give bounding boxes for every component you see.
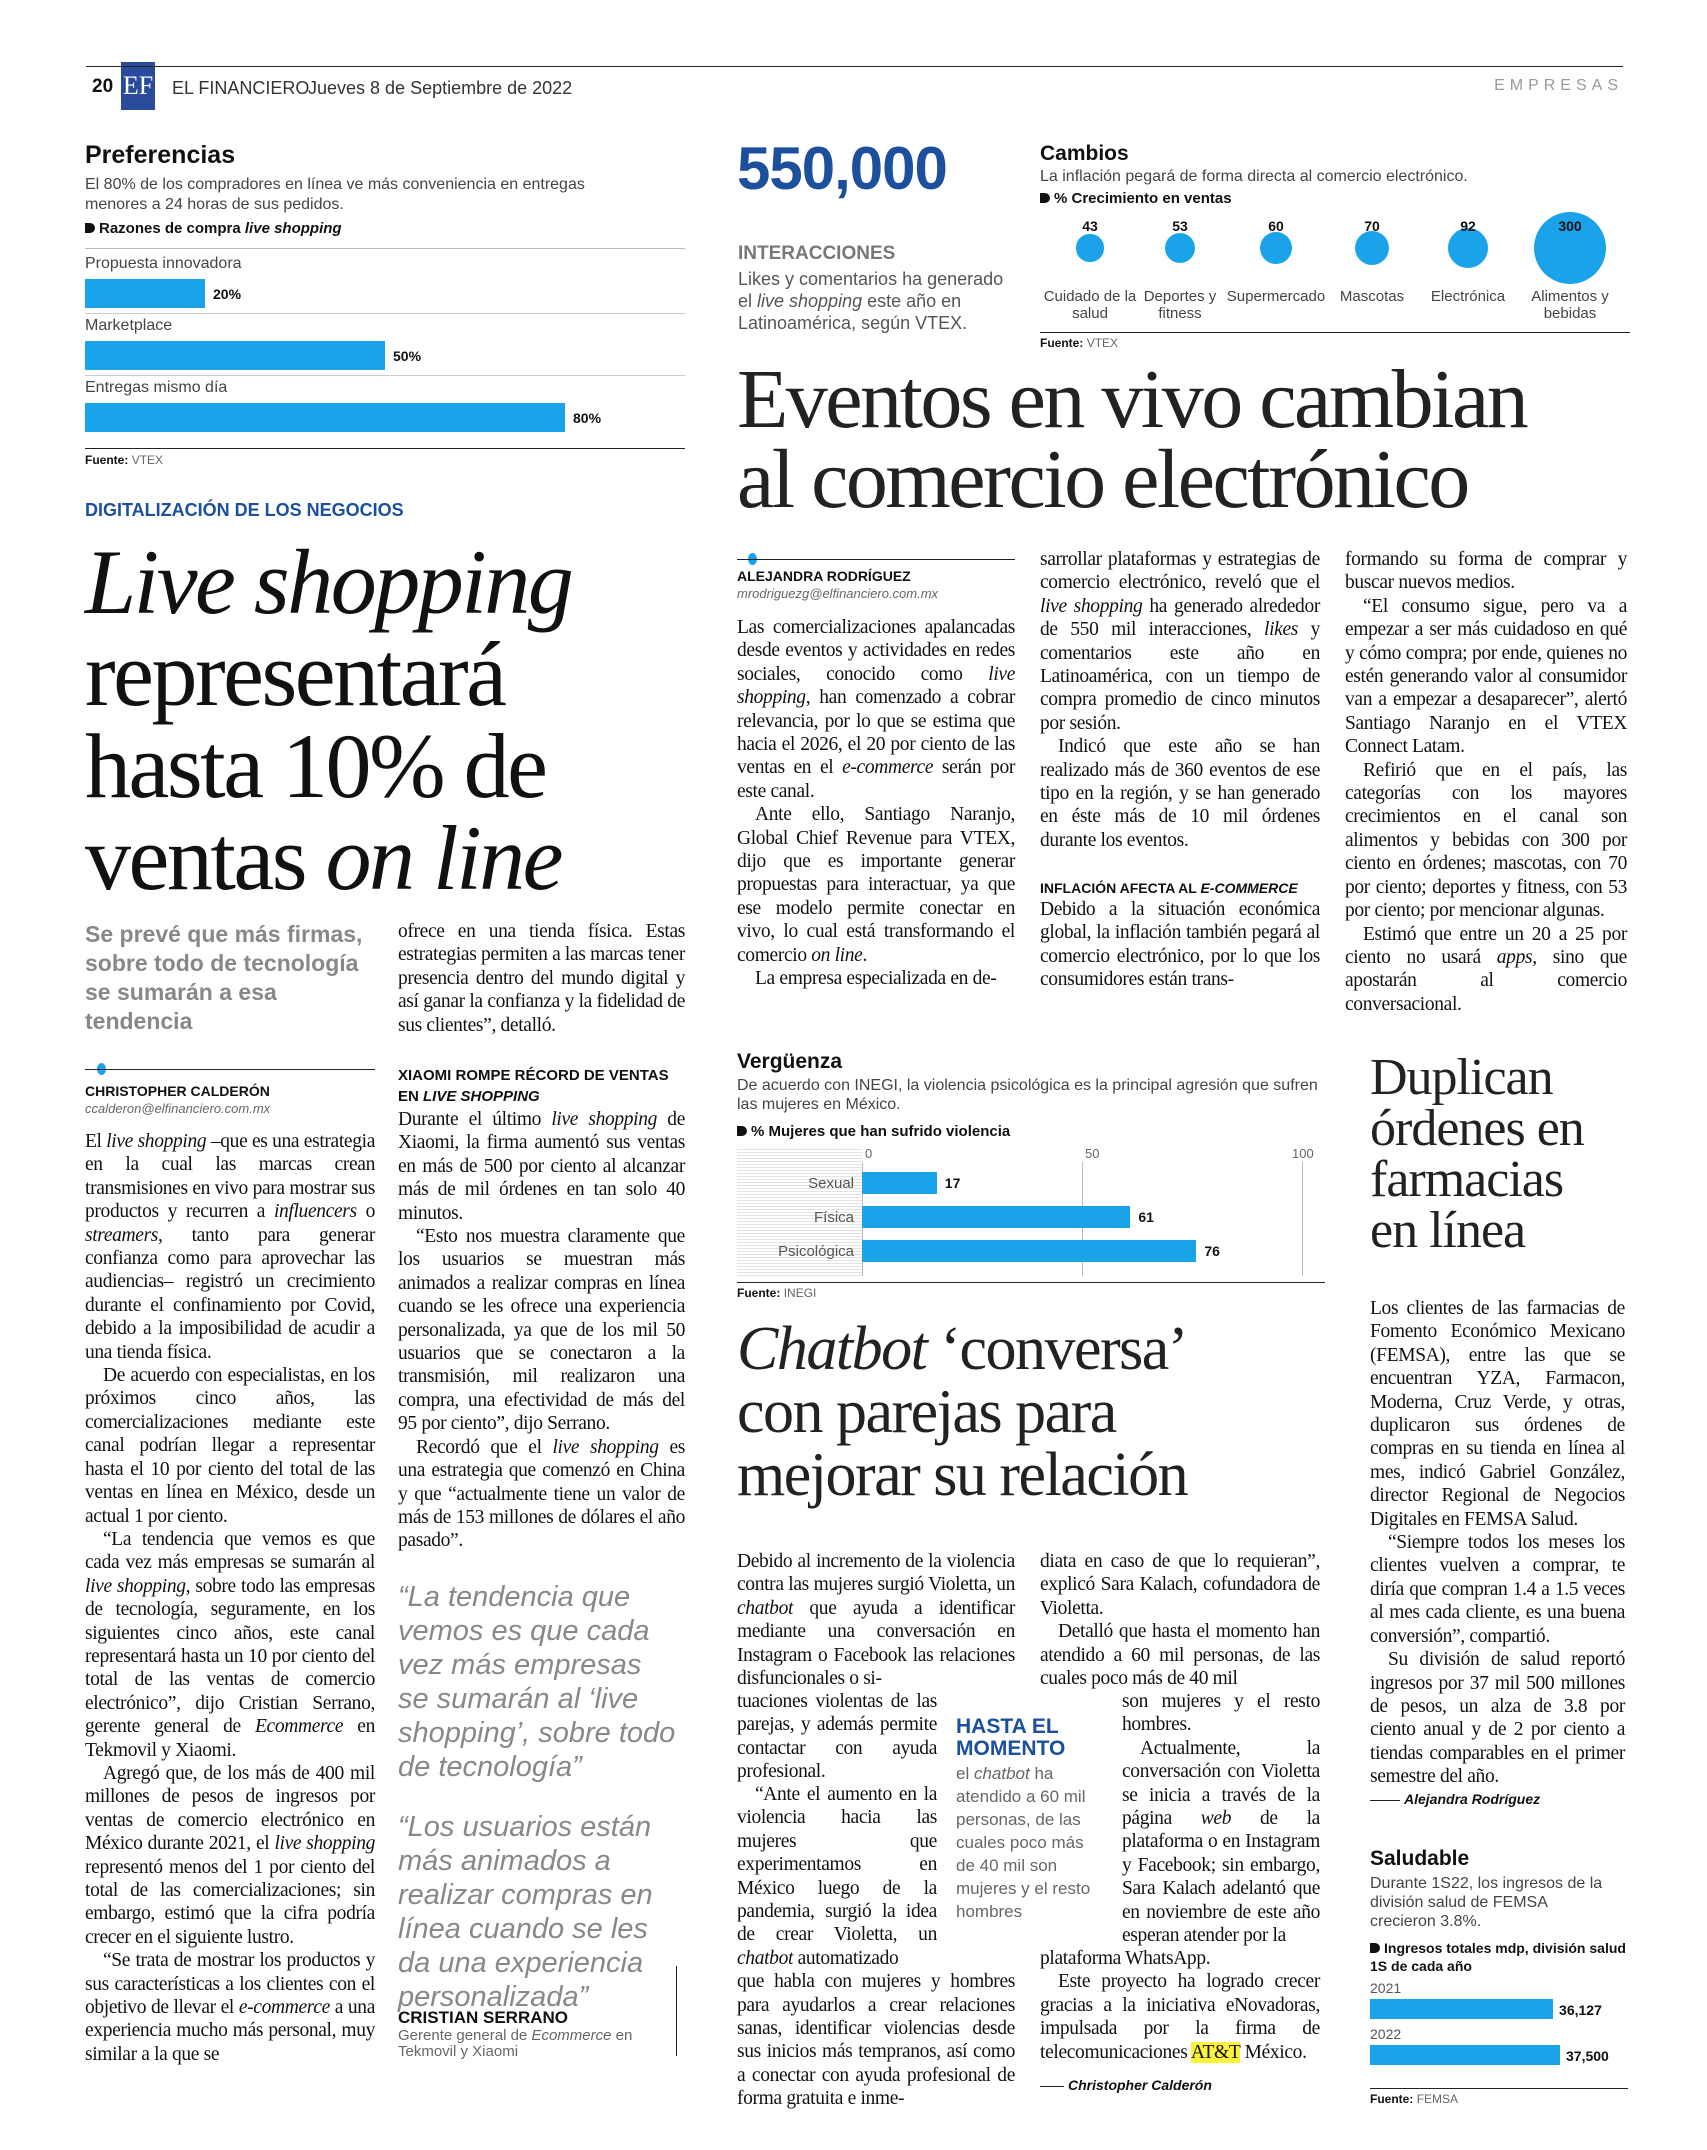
preferencias-chart — [85, 255, 685, 445]
preferencias-source — [85, 453, 163, 467]
verguenza-title: Vergüenza — [737, 1050, 843, 1073]
eventos-author-rule — [737, 559, 1015, 560]
tick-label: 0 — [865, 1146, 873, 1161]
bubble-category: Deportes y fitness — [1143, 288, 1217, 322]
cambios-title: Cambios — [1040, 142, 1129, 165]
issue-date: Jueves 8 de Septiembre de 2022 — [308, 78, 573, 98]
source-value: VTEX — [131, 453, 164, 467]
eventos-subhead: INFLACIÓN AFECTA AL E-COMMERCE — [1040, 880, 1298, 896]
legend-marker-icon — [737, 1126, 747, 1136]
legend-text: % Crecimiento en ventas — [1054, 190, 1232, 207]
tick-label: 50 — [1085, 1146, 1100, 1161]
bubble-value: 60 — [1268, 218, 1284, 234]
legend-marker-icon — [1040, 193, 1050, 203]
main-headline — [737, 353, 1527, 526]
bar-value-label: 17 — [944, 1175, 961, 1191]
live-kicker: DIGITALIZACIÓN DE LOS NEGOCIOS — [85, 500, 404, 520]
verguenza-rule — [737, 1282, 1325, 1283]
bar — [85, 279, 205, 308]
source-label: Fuente: — [1040, 336, 1084, 350]
quote-role: Gerente general de Ecommerce en Tekmovil y Xiaomi — [398, 2027, 633, 2060]
bar — [1370, 2045, 1560, 2065]
cambios-subtitle: La inflación pegará de forma directa al comercio electrónico. — [1040, 168, 1468, 185]
bar-category-label: Propuesta innovadora — [85, 255, 242, 272]
legend-text: Razones de compra — [99, 220, 245, 237]
paper-name: EL FINANCIERO — [172, 78, 310, 98]
chatbot-col2b: son mujeres y el resto hombres. Actualmente, la conversación con Violetta se inicia a través de la página web de la plataforma o en Instagram y Facebook; sin embargo, Sara Kalach adelantó que en noviembre de este año esperan atender por la — [1122, 1691, 1320, 1947]
cambios-chart — [1040, 212, 1630, 332]
eventos-col1: Las comercializaciones apalancadas desde eventos y actividades en redes sociales, conocido como live shopping, han comenzado a cobrar relevancia, por lo que se estima que hacia el 2026, el 20 por ciento de las ventas en el e-commerce serán por este canal. Ante ello, Santiago Naranjo, Global Chief Revenue para VTEX, dijo que es importante generar propuestas para interactuar, ya que ese modelo permite conectar en vivo, lo cual está transformando el comercio on line. La empresa especializada en de- — [737, 617, 1015, 990]
verguenza-source — [737, 1286, 816, 1300]
farmacias-signature: Alejandra Rodríguez — [1370, 1791, 1540, 1807]
chatbot-side-title: HASTA EL MOMENTO — [956, 1715, 1066, 1760]
live-email: ccalderon@elfinanciero.com.mx — [85, 1101, 271, 1116]
eventos-col3: formando su forma de comprar y buscar nuevos medios. “El consumo sigue, pero va a empezar a ser más cuidadoso en qué y cómo compra; por ende, quienes no estén generando valor al consumidor van a empezar a desaparecer”, alertó Santiago Naranjo en el VTEX Connect Latam. Refirió que en el país, las categorías con los mayores crecimientos en el canal son alimentos y bebidas con 300 por ciento en órdenes; mascotas, con 70 por ciento; deportes y fitness, con 53 por ciento; por mencionar algunas. Estimó que entre un 20 a 25 por ciento no usará apps, sino que apostarán al comercio conversacional. — [1345, 549, 1627, 1015]
logo-text: EF — [122, 71, 154, 100]
bar-divider — [85, 313, 685, 314]
live-col2: ofrece en una tienda física. Estas estrategias permiten a las marcas tener presencia dentro del mundo digital y así ganar la confianza y la fidelidad de sus clientes”, detalló. — [398, 921, 685, 1036]
verguenza-chart — [737, 1148, 1325, 1278]
page-number: 20 — [92, 76, 114, 97]
live-deck: Se prevé que más firmas, sobre todo de tecnología se sumarán a esa tendencia — [85, 921, 363, 1034]
bubble-category: Cuidado de la salud — [1043, 288, 1137, 322]
cambios-source — [1040, 336, 1118, 350]
quote-name: CRISTIAN SERRANO — [398, 2008, 569, 2027]
chatbot-col2: diata en caso de que lo requieran”, explicó Sara Kalach, cofundadora de Violetta. Detalló que hasta el momento han atendido a 60 mil personas, de las cuales poco más de 40 mil — [1040, 1551, 1320, 1690]
live-headline-l4: ventas on line — [85, 807, 561, 909]
preferencias-subtitle: El 80% de los compradores en línea ve más conveniencia en entregas menores a 24 horas de sus pedidos. — [85, 176, 585, 213]
stat-text-italic: live shopping — [757, 291, 863, 311]
bubble-value: 43 — [1082, 218, 1098, 234]
farmacias-body: Los clientes de las farmacias de Fomento Económico Mexicano (FEMSA), entre las que se encuentran YZA, Farmacon, Moderna, Cruz Verde, y otras, duplicaron sus órdenes de compras en su tienda en línea al mes, indicó Gabriel González, director Regional de Negocios Digitales en FEMSA Salud. “Siempre todos los meses los clientes vuelven a comprar, te diría que compran 1.4 a 1.5 veces al mes cada cliente, es una buena conversión”, compartió. Su división de salud reportó ingresos por 37 mil 500 millones de pesos, un alza de 3.8 por ciento anual y de 2 por ciento a tiendas comparables en el primer semestre del año. — [1370, 1298, 1625, 1788]
bar — [85, 341, 385, 370]
bar — [862, 1206, 1130, 1228]
source-value: FEMSA — [1416, 2092, 1459, 2106]
live-col1: El live shopping –que es una estrategia en la cual las marcas crean transmisiones en vivo para mostrar sus productos y recurren a influencers o streamers, tanto para generar confianza como para aprovechar las audiencias– registró un crecimiento durante el confinamiento por Covid, debido a la imposibilidad de acudir a una tienda física. De acuerdo con especialistas, en los próximos cinco años, las comercializaciones mediante este canal podrían llegar a representar hasta el 10 por ciento del total de las ventas en línea en México, desde un actual 1 por ciento. “La tendencia que vemos es que cada vez más empresas se sumarán al live shopping, sobre todo las empresas de tecnología, seguramente, en los siguientes cinco años, este canal representará hasta un 10 por ciento del total de las ventas de comercio electrónico”, dijo Cristian Serrano, gerente general de Ecommerce en Tekmovil y Xiaomi. Agregó que, de los más de 400 mil millones de pesos de ingresos por ventas de comercio electrónico en México durante 2021, el live shopping representó menos del 1 por ciento del total de las comercializaciones; sin embargo, estimó que la cifra podría crecer en el siguiente lustro. “Se trata de mostrar los productos y sus características a los clientes con el objetivo de llevar el e-commerce a una experiencia mucho más personal, muy similar a la que se — [85, 1131, 376, 2065]
saludable-rule — [1370, 2088, 1628, 2089]
logo — [121, 62, 155, 110]
legend-marker-icon — [1370, 1943, 1380, 1953]
preferencias-rule — [85, 248, 685, 249]
legend-marker-icon — [85, 223, 95, 233]
saludable-legend — [1370, 1939, 1630, 1975]
farmacias-headline-l4: en línea — [1370, 1202, 1526, 1259]
stat-label: INTERACCIONES — [738, 243, 896, 264]
live-subhead: XIAOMI ROMPE RÉCORD DE VENTAS EN LIVE SHOPPING — [398, 1067, 669, 1105]
bar-value-label: 80% — [573, 410, 602, 426]
bar — [85, 403, 565, 432]
bar-divider — [85, 375, 685, 376]
legend-text: % Mujeres que han sufrido violencia — [751, 1123, 1011, 1140]
live-headline-l1: Live shopping — [85, 531, 572, 633]
eventos-email: mrodriguezg@elfinanciero.com.mx — [737, 586, 939, 601]
legend-text: Ingresos totales mdp, división salud 1S de cada año — [1370, 1940, 1626, 1974]
bar-category-label: Entregas mismo día — [85, 379, 228, 396]
bubble-category: Mascotas — [1339, 288, 1405, 305]
cambios-rule — [1040, 332, 1630, 333]
bubble-value: 92 — [1460, 218, 1476, 234]
chatbot-col1c: “Ante el aumento en la violencia hacia las mujeres que experimentamos en México luego de la pandemia, surgió la idea de crear Violetta, un chatbot automatizado que habla con mujeres y hombres para ayudarlos a crear relaciones sanas, identificar violencias desde sus inicios más tempranos, así como a conectar con ayuda profesional de forma gratuita e inme- — [737, 1784, 1015, 2110]
pull-quote-1: “La tendencia que vemos es que cada vez más empresas se sumarán al ‘live shopping’, sobre todo de tecnología” — [398, 1581, 676, 1783]
bubble-mark — [1448, 228, 1488, 268]
preferencias-bottom-rule — [85, 448, 685, 449]
farmacias-headline-l2: órdenes en — [1370, 1100, 1584, 1157]
stat-number: 550,000 — [737, 135, 947, 202]
eventos-author: ALEJANDRA RODRÍGUEZ — [737, 568, 911, 584]
bar-category-label: Marketplace — [85, 317, 173, 334]
saludable-subtitle: Durante 1S22, los ingresos de la división salud de FEMSA crecieron 3.8%. — [1370, 1875, 1603, 1930]
bar-category-label: Psicológica — [778, 1243, 854, 1260]
chatbot-signature: Christopher Calderón — [1040, 2077, 1212, 2093]
farmacias-headline — [1370, 1049, 1584, 1259]
eventos-col2b: Debido a la situación económica global, la inflación también pegará al comercio electrónico, por lo que los consumidores están trans- — [1040, 899, 1320, 991]
live-author: CHRISTOPHER CALDERÓN — [85, 1083, 270, 1099]
bar-category-label: Sexual — [808, 1175, 854, 1192]
source-label: Fuente: — [1370, 2092, 1414, 2106]
source-value: INEGI — [783, 1286, 817, 1300]
bubble-mark — [1260, 232, 1292, 264]
source-label: Fuente: — [737, 1286, 781, 1300]
source-value: VTEX — [1086, 336, 1119, 350]
stat-text-b: este año en Latinoamérica, según VTEX. — [738, 291, 968, 333]
bubble-category: Electrónica — [1430, 288, 1506, 305]
verguenza-subtitle: De acuerdo con INEGI, la violencia psicológica es la principal agresión que sufren las mujeres en México. — [737, 1077, 1318, 1113]
farmacias-headline-l1: Duplican — [1370, 1049, 1553, 1106]
bar-value-label: 61 — [1138, 1209, 1154, 1225]
bubble-value: 70 — [1364, 218, 1380, 234]
live-headline-l3: hasta 10% de — [85, 715, 546, 817]
saludable-title: Saludable — [1370, 1847, 1470, 1870]
bar-value-label: 50% — [393, 348, 422, 364]
preferencias-title: Preferencias — [85, 141, 236, 169]
tick-label: 100 — [1292, 1146, 1314, 1161]
bar-value-label: 20% — [213, 286, 242, 302]
bubble-value: 53 — [1172, 218, 1188, 234]
chatbot-col2c: plataforma WhatsApp. Este proyecto ha logrado crecer gracias a la iniciativa eNovadoras, impulsada por la firma de telecomunicaciones AT&T México. — [1040, 1948, 1320, 2063]
chatbot-headline-l1: Chatbot ‘conversa’ — [737, 1315, 1187, 1383]
bubble-mark — [1165, 233, 1195, 263]
header-rule — [86, 66, 1623, 67]
bar-category-label: Física — [813, 1209, 854, 1226]
verguenza-legend — [737, 1123, 1010, 1140]
main-headline-line2: al comercio electrónico — [737, 433, 1468, 526]
gridline — [1302, 1162, 1303, 1276]
live-headline-l2: representará — [85, 623, 505, 725]
stat-text — [738, 268, 1020, 334]
bar-category-label: 2021 — [1370, 1980, 1402, 1996]
chatbot-headline-l3: mejorar su relación — [737, 1441, 1188, 1509]
bar-value-label: 37,500 — [1566, 2048, 1609, 2064]
live-headline — [85, 531, 572, 909]
section-name: EMPRESAS — [1494, 77, 1623, 94]
saludable-source — [1370, 2092, 1458, 2106]
chatbot-headline — [737, 1315, 1188, 1509]
bubble-category: Alimentos y bebidas — [1531, 288, 1609, 322]
live-col2b: Durante el último live shopping de Xiaomi, la firma aumentó sus ventas en más de 500 por ciento al alcanzar más de mil órdenes en tan solo 40 minutos. “Esto nos muestra claramente que los usuarios se muestran más animados a realizar compras en línea cuando se les ofrece una experiencia personalizada, ya que de los mil 50 usuarios que se conectaron a la transmisión, mil realizaron una compra, una efectividad de más del 95 por ciento”, dijo Serrano. Recordó que el live shopping es una estrategia que comenzó en China y que “actualmente tiene un valor de más de 153 millones de dólares el año pasado”. — [398, 1109, 686, 1552]
bar — [862, 1172, 937, 1194]
bubble-mark — [1076, 234, 1103, 261]
main-headline-line1: Eventos en vivo cambian — [737, 353, 1527, 446]
chatbot-col1: Debido al incremento de la violencia contra las mujeres surgió Violetta, un chatbot que ayuda a identificar mediante una conversación en Instagram o Facebook las relaciones disfuncionales o si- — [737, 1551, 1015, 1690]
chatbot-headline-l2: con parejas para — [737, 1378, 1116, 1446]
eventos-col2: sarrollar plataformas y estrategias de comercio electrónico, reveló que el live shopping ha generado alrededor de 550 mil interacciones, likes y comentarios este año en Latinoamérica, con un tiempo de compra promedio de cinco minutos por sesión. Indicó que este año se han realizado más de 360 eventos de ese tipo en la región, y se han generado en éste más de 10 mil órdenes durante los eventos. — [1040, 549, 1320, 851]
pull-quote-2: “Los usuarios están más animados a realizar compras en línea cuando se les da una experiencia personalizada” — [398, 1811, 653, 2013]
bar-value-label: 76 — [1204, 1243, 1220, 1259]
farmacias-headline-l3: farmacias — [1370, 1151, 1564, 1208]
cambios-legend — [1040, 190, 1232, 207]
legend-text-italic: live shopping — [244, 220, 342, 237]
bubble-mark — [1355, 231, 1390, 266]
source-label: Fuente: — [85, 453, 129, 467]
bar-category-label: 2022 — [1370, 2026, 1402, 2042]
saludable-chart — [1370, 1980, 1630, 2080]
preferencias-legend — [85, 220, 342, 237]
stat-text-a: Likes y comentarios ha generado el — [738, 269, 1004, 311]
bar — [1370, 1999, 1553, 2019]
bar-value-label: 36,127 — [1559, 2002, 1602, 2018]
author-rule — [85, 1069, 375, 1070]
chatbot-col1b: tuaciones violentas de las parejas, y además permite contactar con ayuda profesional. — [737, 1691, 937, 1783]
chatbot-side-text: el chatbot ha atendido a 60 mil personas, de las cuales poco más de 40 mil son mujeres y el resto hombres — [956, 1764, 1091, 1921]
bar — [862, 1240, 1196, 1262]
bubble-value: 300 — [1558, 218, 1582, 234]
bubble-category: Supermercado — [1226, 288, 1326, 305]
